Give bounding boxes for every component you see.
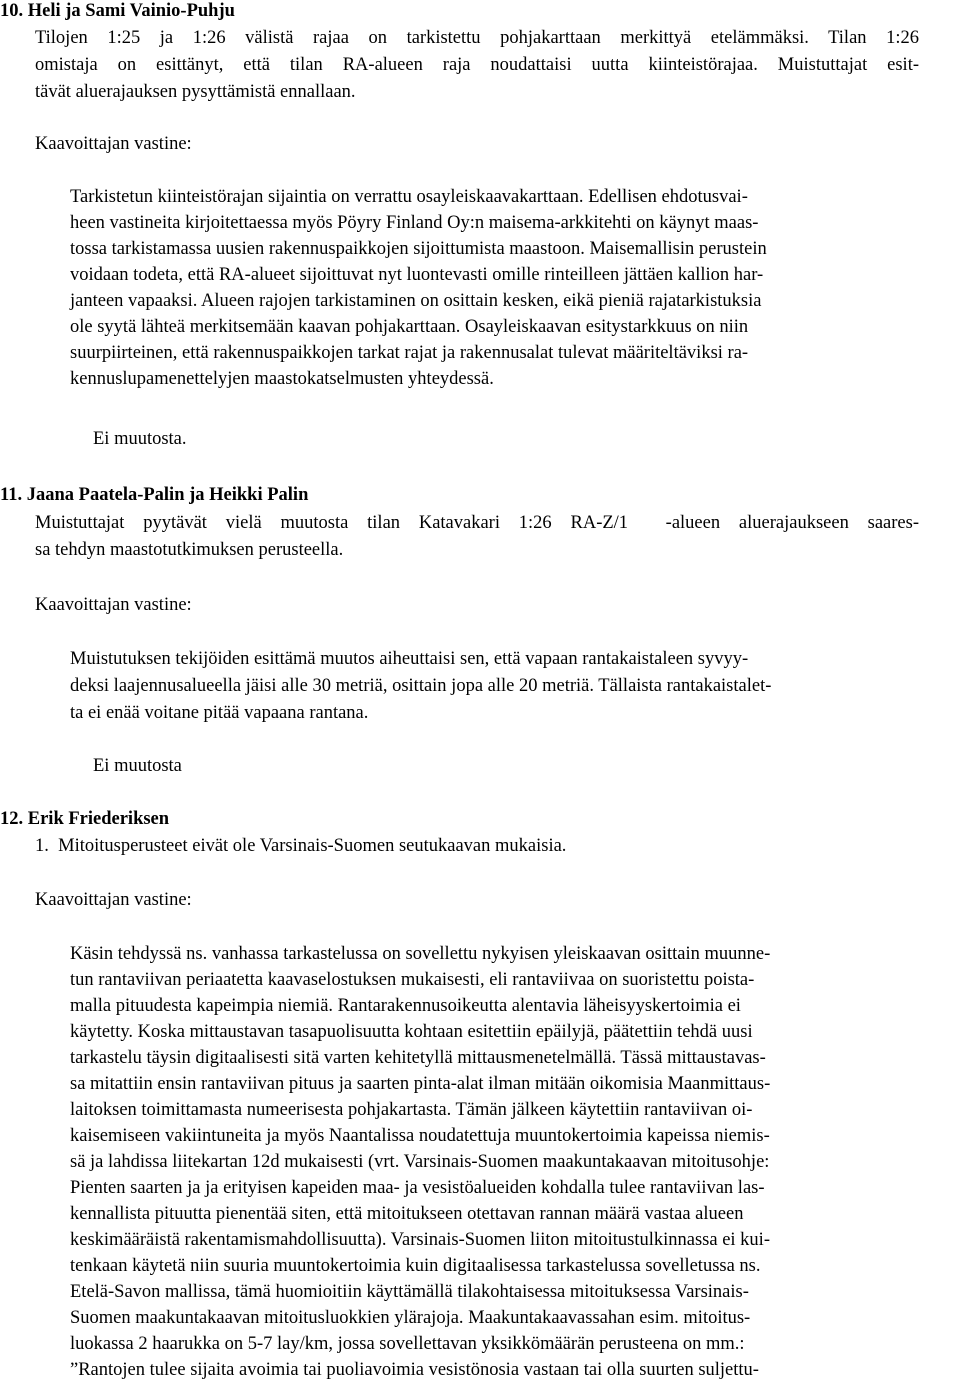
section-11-heading [0,482,308,508]
reply-line: voidaan todeta, että RA-alueet sijoittuvat nyt luontevasti omille rinteilleen jättäen kallion har- [70,265,764,285]
section-number: 10. [0,1,24,21]
reply-heading: Kaavoittajan vastine: [35,595,192,615]
reply-line: malla pituudesta kapeimpia niemiä. Rantarakennusoikeutta alentavia läheisyyskertoimia ei [70,996,741,1016]
reply-line: kaisemiseen vakiintuneita ja myös Naantalissa noudatettuja muuntokertoimia kapeissa niemis- [70,1126,770,1146]
decision: Ei muutosta [93,756,182,776]
paragraph-line: tävät aluerajauksen pysyttämistä ennallaan. [35,82,356,102]
reply-line: deksi laajennusalueella jäisi alle 30 metriä, osittain jopa alle 20 metriä. Tällaista rantakaistalet- [70,676,772,696]
reply-line: luokassa 2 haarukka on 5-7 lay/km, jossa sovellettavan yksikkömäärän perusteena on mm.: [70,1334,745,1354]
paragraph-line: omistaja on esittänyt, että tilan RA-alueen raja noudattaisi uutta kiinteistörajaa. Muistuttajat esit- [35,55,919,75]
reply-line: tenkaan käytetä niin suuria muuntokertoimia kuin digitaalisessa tarkastelussa sovelletussa ns. [70,1256,761,1276]
paragraph-line: Tilojen 1:25 ja 1:26 välistä rajaa on tarkistettu pohjakarttaan merkittyä etelämmäksi. Tilan 1:26 [35,28,919,48]
reply-line: laitoksen toimittamasta numeerisesta pohjakartasta. Tämän jälkeen käytettiin rantaviivan oi- [70,1100,753,1120]
section-title: Jaana Paatela-Palin ja Heikki Palin [26,485,309,505]
reply-line: Käsin tehdyssä ns. vanhassa tarkastelussa on sovellettu nykyisen yleiskaavan osittain muunne- [70,944,771,964]
reply-line: ta ei enää voitane pitää vapaana rantana. [70,703,369,723]
reply-line: suurpiirteinen, että rakennuspaikkojen tarkat rajat ja rakennusalat tulevat määriteltäviksi ra- [70,343,749,363]
decision: Ei muutosta. [93,429,187,449]
list-item: 1. Mitoitusperusteet eivät ole Varsinais-Suomen seutukaavan mukaisia. [35,836,567,856]
paragraph-line: sa tehdyn maastotutkimuksen perusteella. [35,540,344,560]
section-number: 11. [0,485,23,505]
reply-heading: Kaavoittajan vastine: [35,890,192,910]
section-title: Erik Friederiksen [27,809,170,829]
reply-line: kennuslupamenettelyjen maastokatselmusten yhteydessä. [70,369,494,389]
reply-line: sä ja lahdissa liitekartan 12d mukaisesti (vrt. Varsinais-Suomen maakuntakaavan mitoitusohje: [70,1152,770,1172]
paragraph-line: Muistuttajat pyytävät vielä muutosta tilan Katavakari 1:26 RA-Z/1 -alueen aluerajaukseen saares- [35,513,919,533]
reply-line: ole syytä lähteä merkitsemään kaavan pohjakarttaan. Osayleiskaavan esitystarkkuus on niin [70,317,749,337]
reply-line: janteen vapaaksi. Alueen rajojen tarkistaminen on osittain kesken, eikä pieniä rajatarkistuksia [70,291,762,311]
reply-line: Muistutuksen tekijöiden esittämä muutos aiheuttaisi sen, että vapaan rantakaistaleen syvyy- [70,649,749,669]
reply-line: tossa tarkistamassa uusien rakennuspaikkojen sijoittumista maastoon. Maisemallisin perustein [70,239,767,259]
reply-line: ”Rantojen tulee sijaita avoimia tai puoliavoimia vesistönosia vastaan tai olla suurten suljettu- [70,1360,759,1380]
reply-line: Suomen maakuntakaavan mitoitusluokkien ylärajoja. Maakuntakaavassahan esim. mitoitus- [70,1308,751,1328]
section-12-heading [0,806,169,832]
section-10-heading [0,0,235,24]
reply-line: heen vastineita kirjoitettaessa myös Pöyry Finland Oy:n maisema-arkkitehti on käynyt maas- [70,213,759,233]
reply-line: kennallista pituutta pienentää siten, että mitoitukseen otettavan rannan määrä vastaa alueen [70,1204,744,1224]
reply-line: tarkastelu täysin digitaalisesti sitä varten kehitetyllä mittausmenetelmällä. Tässä mittaustavas- [70,1048,766,1068]
reply-line: Pienten saarten ja ja erityisen kapeiden maa- ja vesistöalueiden kohdalla tulee rantaviivan las- [70,1178,765,1198]
reply-line: käytetty. Koska mittaustavan tasapuolisuutta kohtaan esitettiin epäilyjä, päätettiin tehdä uusi [70,1022,753,1042]
reply-line: tun rantaviivan periaatetta kaavaselostuksen mukaisesti, eli rantaviivaa on suoristettu poista- [70,970,755,990]
reply-line: Tarkistetun kiinteistörajan sijaintia on verrattu osayleiskaavakarttaan. Edellisen ehdotusvai- [70,187,748,207]
reply-line: sa mitattiin ensin rantaviivan pituus ja saarten pinta-alat ilman mitään oikomisia Maanmittaus- [70,1074,771,1094]
section-title: Heli ja Sami Vainio-Puhju [27,1,235,21]
reply-line: Etelä-Savon mallissa, tämä huomioitiin käyttämällä tilakohtaisessa mitoituksessa Varsinais- [70,1282,749,1302]
section-number: 12. [0,809,24,829]
reply-line: keskimääräistä rakentamismahdollisuutta). Varsinais-Suomen liiton mitoitustulkinnassa ei kui- [70,1230,770,1250]
reply-heading: Kaavoittajan vastine: [35,134,192,154]
